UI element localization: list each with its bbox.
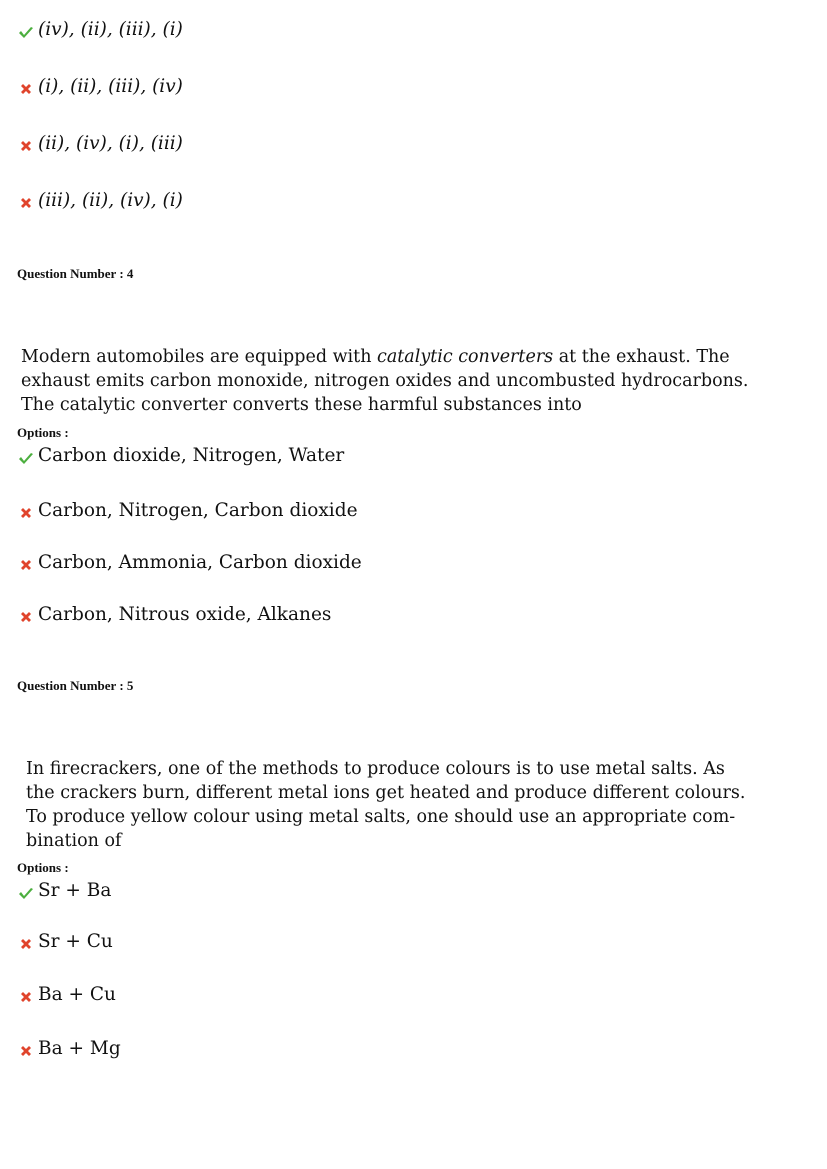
q5-option-1 bbox=[18, 879, 111, 901]
options-label: Options : bbox=[17, 860, 69, 875]
q5-option-2 bbox=[18, 930, 113, 952]
option-text: Carbon dioxide, Nitrogen, Water bbox=[38, 444, 345, 466]
option-text: (i), (ii), (iii), (iv) bbox=[38, 75, 183, 97]
question-text-line: exhaust emits carbon monoxide, nitrogen oxides and uncombusted hydrocarbons. bbox=[21, 371, 749, 391]
cross-icon bbox=[18, 989, 34, 1005]
cross-icon bbox=[18, 195, 34, 211]
q4-option-3 bbox=[18, 551, 362, 573]
option-text: Carbon, Nitrogen, Carbon dioxide bbox=[38, 499, 358, 521]
question-text-line: bination of bbox=[26, 831, 122, 851]
question-number: Question Number : 4 bbox=[17, 266, 134, 281]
option-text: (ii), (iv), (i), (iii) bbox=[38, 132, 183, 154]
check-icon bbox=[18, 885, 34, 901]
cross-icon bbox=[18, 1043, 34, 1059]
check-icon bbox=[18, 24, 34, 40]
q4-option-1 bbox=[18, 444, 344, 466]
option-text: Carbon, Ammonia, Carbon dioxide bbox=[38, 551, 362, 573]
option-text: Sr + Cu bbox=[38, 930, 113, 952]
q3-option-1 bbox=[18, 18, 183, 40]
option-text: (iv), (ii), (iii), (i) bbox=[38, 18, 183, 40]
q3-option-2 bbox=[18, 75, 183, 97]
cross-icon bbox=[18, 81, 34, 97]
cross-icon bbox=[18, 505, 34, 521]
cross-icon bbox=[18, 936, 34, 952]
options-label: Options : bbox=[17, 425, 69, 440]
question-text-line: The catalytic converter converts these harmful substances into bbox=[21, 395, 582, 415]
question-text-line: In firecrackers, one of the methods to produce colours is to use metal salts. As bbox=[26, 759, 725, 779]
option-text: Ba + Cu bbox=[38, 983, 116, 1005]
check-icon bbox=[18, 450, 34, 466]
question-text-line: Modern automobiles are equipped with catalytic converters at the exhaust. The bbox=[21, 347, 730, 367]
q4-option-2 bbox=[18, 499, 358, 521]
q5-option-3 bbox=[18, 983, 116, 1005]
q3-option-4 bbox=[18, 189, 183, 211]
cross-icon bbox=[18, 557, 34, 573]
question-text bbox=[26, 757, 745, 853]
option-text: Carbon, Nitrous oxide, Alkanes bbox=[38, 603, 332, 625]
q3-option-3 bbox=[18, 132, 183, 154]
option-text: Sr + Ba bbox=[38, 879, 112, 901]
question-text bbox=[21, 345, 748, 417]
question-number: Question Number : 5 bbox=[17, 678, 134, 693]
option-text: Ba + Mg bbox=[38, 1037, 121, 1059]
option-text: (iii), (ii), (iv), (i) bbox=[38, 189, 183, 211]
q5-option-4 bbox=[18, 1037, 121, 1059]
cross-icon bbox=[18, 609, 34, 625]
question-text-line: the crackers burn, different metal ions get heated and produce different colours. bbox=[26, 783, 746, 803]
question-text-line: To produce yellow colour using metal salts, one should use an appropriate com- bbox=[26, 807, 736, 827]
q4-option-4 bbox=[18, 603, 331, 625]
cross-icon bbox=[18, 138, 34, 154]
